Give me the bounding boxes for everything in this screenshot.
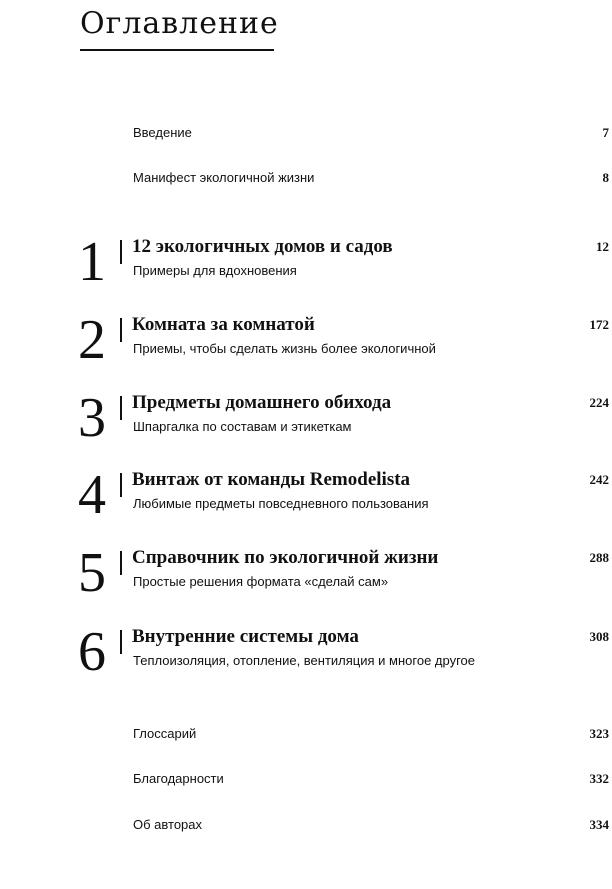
- chapter-divider: [120, 551, 122, 575]
- chapter-number: 2: [78, 309, 106, 371]
- chapter-number: 5: [78, 542, 106, 604]
- chapter-title: 12 экологичных домов и садов: [132, 236, 393, 257]
- chapter-title: Справочник по экологичной жизни: [132, 547, 439, 568]
- toc-entry-label: Благодарности: [133, 771, 224, 786]
- toc-entry-page-number: 7: [602, 125, 609, 140]
- toc-entry-page-number: 332: [589, 771, 609, 786]
- title-underline: [80, 49, 274, 51]
- toc-entry-label: Манифест экологичной жизни: [133, 170, 315, 185]
- chapter-number: 1: [78, 231, 106, 293]
- chapter-subtitle: Шпаргалка по составам и этикеткам: [133, 419, 352, 434]
- chapter-number: 3: [78, 387, 106, 449]
- toc-entry-about-authors[interactable]: [133, 815, 609, 835]
- chapter-number: 6: [78, 621, 106, 683]
- chapter-subtitle: Примеры для вдохновения: [133, 263, 297, 278]
- chapter-page-number: 172: [589, 317, 609, 332]
- toc-chapter-2[interactable]: [78, 309, 609, 376]
- chapter-number: 4: [78, 464, 106, 526]
- toc-chapter-3[interactable]: [78, 387, 609, 454]
- chapter-page-number: 224: [589, 395, 609, 410]
- chapter-subtitle: Простые решения формата «сделай сам»: [133, 574, 389, 589]
- toc-entry-page-number: 323: [589, 726, 609, 741]
- toc-entry-acknowledgements[interactable]: [133, 769, 609, 789]
- chapter-subtitle: Любимые предметы повседневного пользования: [133, 496, 429, 511]
- toc-chapter-4[interactable]: [78, 464, 609, 531]
- toc-entry-label: Об авторах: [133, 817, 203, 832]
- toc-chapter-6[interactable]: [78, 621, 609, 688]
- toc-entry-page-number: 8: [602, 170, 609, 185]
- chapter-title: Винтаж от команды Remodelista: [132, 469, 411, 490]
- chapter-title: Предметы домашнего обихода: [132, 392, 392, 413]
- toc-entry-glossary[interactable]: [133, 724, 609, 744]
- toc-entry-manifesto[interactable]: [133, 168, 609, 188]
- toc-entry-page-number: 334: [589, 817, 609, 832]
- toc-entry-introduction[interactable]: [133, 123, 609, 143]
- chapter-title: Комната за комнатой: [132, 314, 315, 335]
- chapter-divider: [120, 630, 122, 654]
- toc-entry-label: Глоссарий: [133, 726, 197, 741]
- chapter-divider: [120, 318, 122, 342]
- chapter-divider: [120, 473, 122, 497]
- toc-chapter-1[interactable]: [78, 231, 609, 298]
- chapter-divider: [120, 240, 122, 264]
- chapter-subtitle: Теплоизоляция, отопление, вентиляция и многое другое: [133, 653, 475, 668]
- chapter-page-number: 308: [589, 629, 609, 644]
- chapter-divider: [120, 396, 122, 420]
- chapter-subtitle: Приемы, чтобы сделать жизнь более экологичной: [133, 341, 436, 356]
- chapter-page-number: 12: [596, 239, 609, 254]
- chapter-title: Внутренние системы дома: [132, 626, 359, 647]
- toc-entry-label: Введение: [133, 125, 192, 140]
- page-title: Оглавление: [80, 6, 279, 41]
- toc-chapter-5[interactable]: [78, 542, 609, 609]
- chapter-page-number: 288: [589, 550, 609, 565]
- chapter-page-number: 242: [589, 472, 609, 487]
